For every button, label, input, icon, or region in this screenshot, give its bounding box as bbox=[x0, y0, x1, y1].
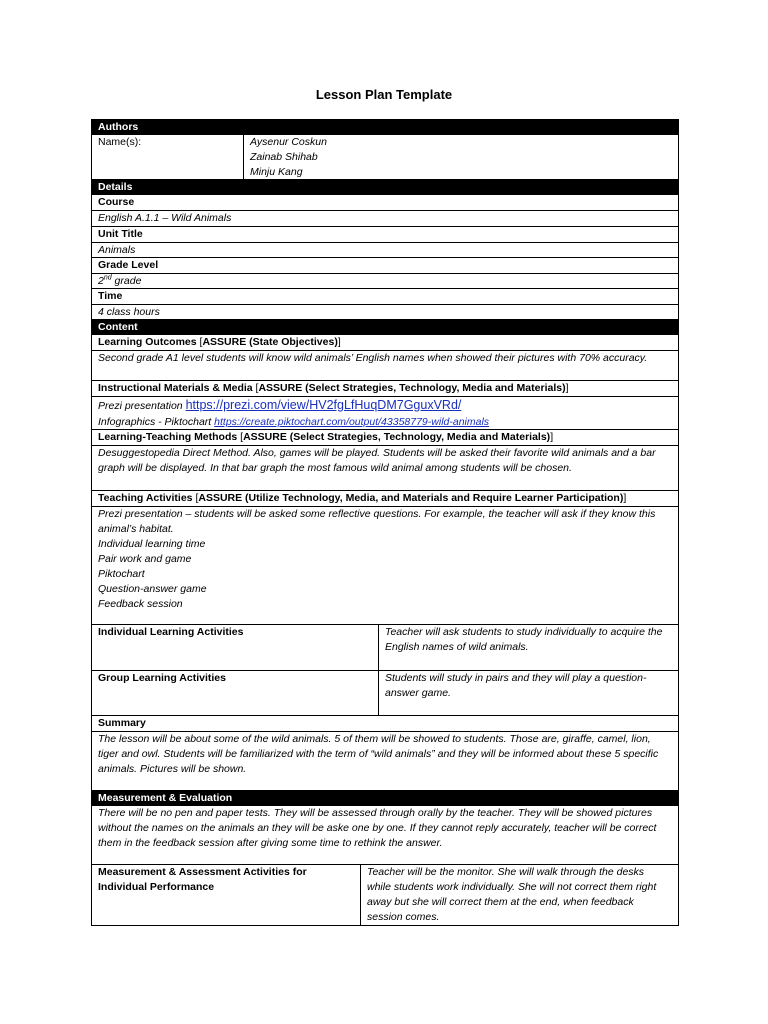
materials-label bbox=[92, 380, 678, 396]
author-name: Aysenur Coskun bbox=[250, 136, 327, 148]
assure-tag: ASSURE (Utilize Technology, Media, and Materials and Require Learner Participation) bbox=[198, 492, 624, 504]
names-label: Name(s): bbox=[92, 135, 244, 179]
lesson-plan-table bbox=[91, 119, 679, 926]
materials-label-text: Instructional Materials & Media bbox=[98, 382, 256, 394]
time-value: 4 class hours bbox=[92, 304, 678, 319]
bracket: [ bbox=[195, 492, 199, 504]
outcomes-label-text: Learning Outcomes bbox=[98, 336, 200, 348]
activity-line: Individual learning time bbox=[98, 538, 206, 550]
methods-label bbox=[92, 429, 678, 445]
summary-label: Summary bbox=[92, 715, 678, 731]
methods-value: Desuggestopedia Direct Method. Also, games will be played. Students will be asked their favorite wild animals and a bar graph will be displayed. In that bar graph the most famous wild animal among students will be chosen. bbox=[92, 445, 678, 490]
bracket: ] bbox=[550, 431, 554, 443]
individual-activities-row bbox=[92, 624, 678, 670]
activities-label-text: Teaching Activities bbox=[98, 492, 196, 504]
grade-level-value bbox=[92, 273, 678, 288]
course-label: Course bbox=[92, 194, 678, 210]
assessment-label: Measurement & Assessment Activities for Individual Performance bbox=[92, 865, 361, 925]
group-activities-value: Students will study in pairs and they will play a question-answer game. bbox=[385, 672, 647, 699]
evaluation-header: Measurement & Evaluation bbox=[92, 790, 678, 805]
bracket: [ bbox=[199, 336, 203, 348]
summary-value: The lesson will be about some of the wild animals. 5 of them will be showed to students. Those are, giraffe, camel, lion, tiger and owl. Students will be familiarized with the term of “wild animals” and they will be informed about these 5 specific animals. Pictures will be shown. bbox=[92, 731, 678, 790]
authors-header: Authors bbox=[92, 119, 678, 134]
prezi-link[interactable]: https://prezi.com/view/HV2fgLfHuqDM7GguxVRd/ bbox=[185, 398, 462, 412]
content-header: Content bbox=[92, 319, 678, 334]
unit-title-value: Animals bbox=[92, 242, 678, 257]
activity-line: Pair work and game bbox=[98, 553, 192, 565]
learning-outcomes-value: Second grade A1 level students will know wild animals’ English names when showed their pictures with 70% accuracy. bbox=[92, 350, 678, 380]
infographics-prefix: Infographics - Piktochart bbox=[98, 416, 215, 428]
assure-tag: ASSURE (Select Strategies, Technology, Media and Materials) bbox=[258, 382, 566, 394]
assessment-row bbox=[92, 864, 678, 925]
materials-value bbox=[92, 396, 678, 429]
group-activities-label: Group Learning Activities bbox=[92, 671, 379, 715]
assure-tag: ASSURE (State Objectives) bbox=[202, 336, 338, 348]
individual-activities-label: Individual Learning Activities bbox=[92, 625, 379, 670]
bracket: ] bbox=[337, 336, 341, 348]
page-title: Lesson Plan Template bbox=[315, 87, 453, 102]
bracket: [ bbox=[240, 431, 244, 443]
grade-number: 2 bbox=[98, 275, 104, 287]
infographics-line bbox=[98, 414, 672, 430]
activity-line: Piktochart bbox=[98, 568, 145, 580]
author-name: Minju Kang bbox=[250, 166, 303, 178]
methods-label-text: Learning-Teaching Methods bbox=[98, 431, 241, 443]
assessment-value: Teacher will be the monitor. She will walk through the desks while students work individually. She will not correct them right away but she will correct them at the end, when feedback session comes. bbox=[367, 866, 657, 923]
details-header: Details bbox=[92, 179, 678, 194]
grade-level-label: Grade Level bbox=[92, 257, 678, 273]
learning-outcomes-label bbox=[92, 334, 678, 350]
teaching-activities-label bbox=[92, 490, 678, 506]
grade-word: grade bbox=[111, 275, 142, 287]
bracket: [ bbox=[255, 382, 259, 394]
teaching-activities-value bbox=[92, 506, 678, 624]
author-name: Zainab Shihab bbox=[250, 151, 318, 163]
authors-row bbox=[92, 134, 678, 179]
time-label: Time bbox=[92, 288, 678, 304]
evaluation-value: There will be no pen and paper tests. They will be assessed through orally by the teacher. They will be showed pictures without the names on the animals an they will be aske one by one. If they cannot reply accurately, teacher will be correct them in the feedback session after giving some time to rethink the answer. bbox=[92, 805, 678, 864]
individual-activities-value: Teacher will ask students to study individually to acquire the English names of wild animals. bbox=[385, 626, 663, 653]
grade-suffix: nd bbox=[103, 274, 112, 282]
course-value: English A.1.1 – Wild Animals bbox=[92, 210, 678, 226]
unit-title-label: Unit Title bbox=[92, 226, 678, 242]
prezi-prefix: Prezi presentation bbox=[98, 400, 186, 412]
bracket: ] bbox=[565, 382, 569, 394]
activity-line: Question-answer game bbox=[98, 583, 207, 595]
activity-line: Feedback session bbox=[98, 598, 183, 610]
author-names bbox=[244, 135, 333, 179]
bracket: ] bbox=[623, 492, 627, 504]
prezi-line bbox=[98, 397, 672, 414]
activity-line: Prezi presentation – students will be asked some reflective questions. For example, the teacher will ask if they know this animal’s habitat. bbox=[98, 508, 656, 535]
group-activities-row bbox=[92, 670, 678, 715]
assure-tag: ASSURE (Select Strategies, Technology, Media and Materials) bbox=[243, 431, 551, 443]
piktochart-link[interactable]: https://create.piktochart.com/output/43358779-wild-animals bbox=[214, 416, 490, 428]
